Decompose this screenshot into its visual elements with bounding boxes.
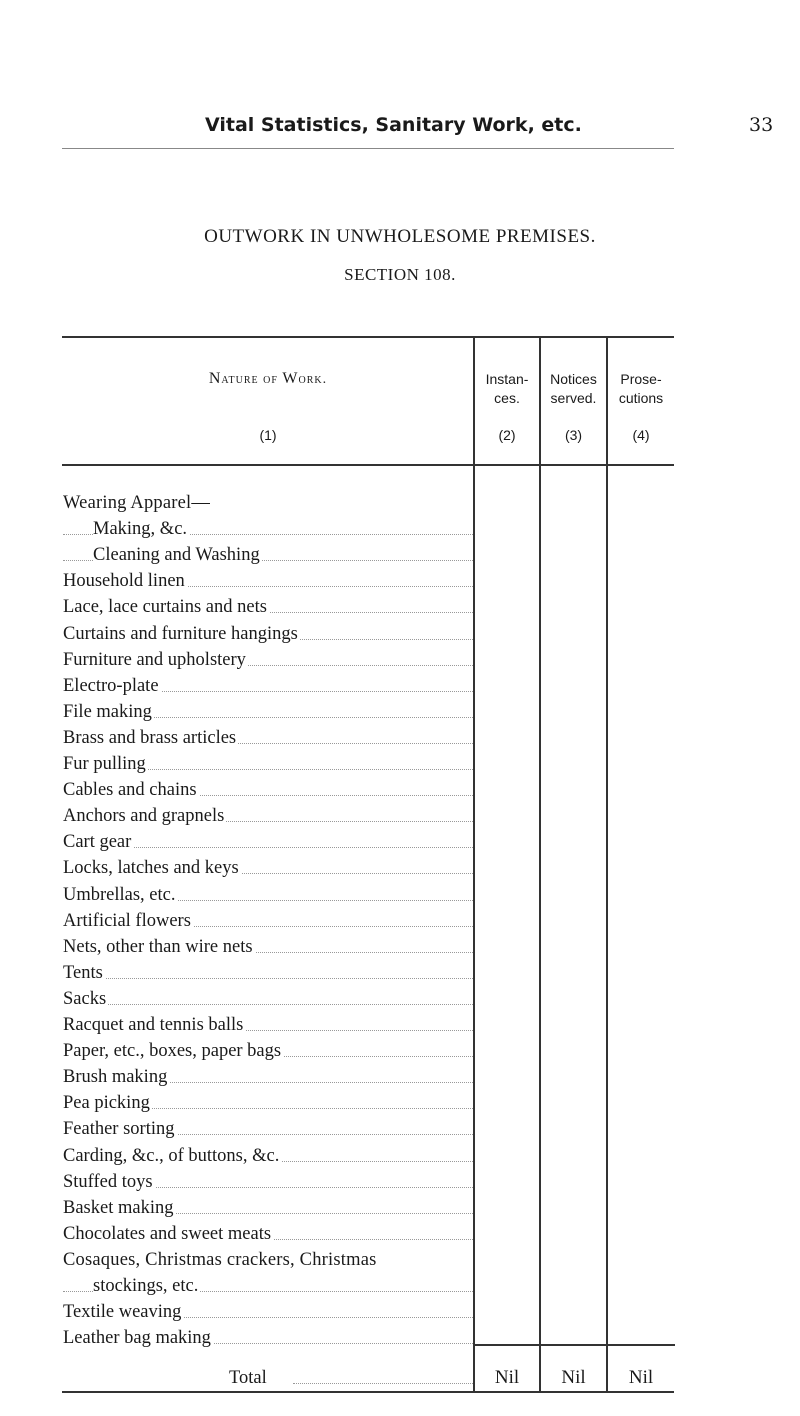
row-label: Basket making: [63, 1197, 174, 1218]
table-row: [63, 988, 473, 1010]
row-label: stockings, etc.: [93, 1276, 199, 1296]
row-label: Stuffed toys: [63, 1171, 153, 1192]
table-row: [63, 1092, 473, 1114]
row-label: Furniture and upholstery: [63, 649, 246, 670]
table-row: [63, 727, 473, 749]
table-row: [63, 1040, 473, 1062]
table-row: [63, 936, 473, 958]
table-row: [63, 753, 473, 775]
column-header-instances: Instan- ces.: [485, 371, 529, 406]
table-row: [63, 857, 473, 879]
column-header-notices-served: Notices served.: [550, 371, 597, 406]
table-row: [63, 1066, 473, 1088]
row-label: Cart gear: [63, 832, 132, 853]
table-row: [63, 623, 473, 645]
table-row: [63, 1145, 473, 1167]
table-row: [63, 1275, 473, 1297]
table-row: [63, 675, 473, 697]
running-title: Vital Statistics, Sanitary Work, etc.: [205, 114, 582, 136]
row-label: Carding, &c., of buttons, &c.: [63, 1145, 280, 1166]
table-row: [63, 1171, 473, 1193]
leader-dots: [293, 1383, 473, 1384]
header-bottom-rule: [62, 464, 674, 466]
table-row: [63, 884, 473, 906]
page-number: 33: [749, 114, 774, 136]
table-row: [63, 910, 473, 932]
row-label: File making: [63, 701, 152, 722]
row-label: Nets, other than wire nets: [63, 936, 253, 957]
table-row: [63, 701, 473, 723]
row-label: Electro-plate: [63, 675, 159, 696]
row-label: Leather bag making: [63, 1328, 211, 1349]
document-title: OUTWORK IN UNWHOLESOME PREMISES.: [204, 226, 596, 247]
column-number-1: (1): [259, 427, 277, 443]
column-divider: [473, 336, 475, 1391]
column-number-3: (3): [564, 427, 583, 443]
table-bottom-rule: [62, 1391, 674, 1393]
total-instances: Nil: [494, 1367, 520, 1388]
table-row: [63, 1327, 473, 1349]
column-header-prosecutions: Prose- cutions: [618, 371, 664, 406]
total-top-rule: [474, 1344, 675, 1346]
row-label: Racquet and tennis balls: [63, 1015, 244, 1035]
table-row: [63, 1249, 473, 1271]
row-label: Making, &c.: [93, 519, 188, 540]
leader-dots: [63, 978, 473, 979]
total-prosecutions: Nil: [628, 1367, 654, 1388]
table-row: [63, 831, 473, 853]
table-row: [63, 649, 473, 671]
table-top-rule: [62, 336, 674, 338]
table-row: [63, 962, 473, 984]
total-row: [63, 1367, 473, 1389]
table-row: [63, 779, 473, 801]
row-label: Curtains and furniture hangings: [63, 623, 298, 644]
table-row: [63, 518, 473, 540]
row-label: Lace, lace curtains and nets: [63, 597, 267, 618]
row-label: Textile weaving: [63, 1302, 182, 1323]
row-label: Paper, etc., boxes, paper bags: [63, 1041, 282, 1062]
row-label: Cables and chains: [63, 780, 197, 801]
row-label: Fur pulling: [63, 754, 146, 774]
column-number-2: (2): [498, 427, 516, 443]
row-label: Feather sorting: [63, 1119, 175, 1140]
row-label: Wearing Apparel—: [63, 493, 211, 513]
table-row: [63, 596, 473, 618]
row-label: Sacks: [63, 988, 107, 1009]
row-label: Umbrellas, etc.: [63, 884, 176, 905]
row-label: Pea picking: [63, 1093, 150, 1114]
table-row: [63, 1223, 473, 1245]
column-divider: [539, 336, 541, 1391]
row-label: Anchors and grapnels: [63, 806, 225, 827]
total-label: Total: [229, 1368, 267, 1388]
row-label: Locks, latches and keys: [63, 858, 239, 879]
table-row: [63, 1301, 473, 1323]
row-label: Artificial flowers: [63, 910, 191, 931]
table-row: [63, 1197, 473, 1219]
table-row: [63, 805, 473, 827]
leader-dots: [63, 1004, 473, 1005]
section-heading: SECTION 108.: [344, 265, 456, 284]
table-row: [63, 1118, 473, 1140]
table-row: [63, 492, 473, 514]
row-label: Tents: [63, 962, 103, 983]
column-header-nature-of-work: Nature of Work.: [208, 370, 328, 387]
table-row: [63, 570, 473, 592]
table-row: [63, 1014, 473, 1036]
row-label: Cosaques, Christmas crackers, Christmas: [63, 1249, 377, 1270]
header-rule: [62, 148, 674, 149]
column-divider: [606, 336, 608, 1391]
row-label: Brush making: [63, 1067, 168, 1088]
total-notices-served: Nil: [561, 1367, 586, 1388]
row-label: Chocolates and sweet meats: [63, 1223, 272, 1244]
table-row: [63, 544, 473, 566]
column-number-4: (4): [632, 427, 650, 443]
row-label: Brass and brass articles: [63, 727, 237, 748]
row-label: Household linen: [63, 571, 185, 592]
row-label: Cleaning and Washing: [93, 545, 260, 566]
